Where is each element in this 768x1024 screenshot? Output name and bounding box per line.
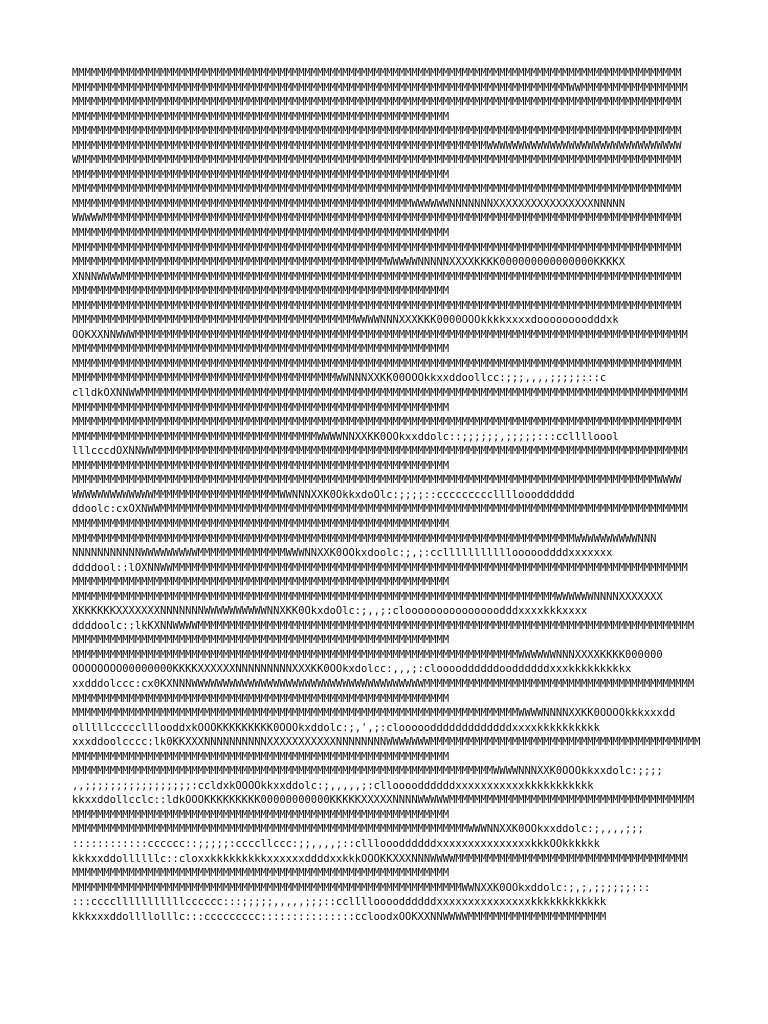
text-line: MMMMMMMMMMMMMMMMMMMMMMMMMMMMMMMMMMMMMMMMMMMMMMMMMMMMMMMMMMMM [72,459,450,472]
text-line: MMMMMMMMMMMMMMMMMMMMMMMMMMMMMMMMMMMMMMMMMMMMMMMMMMMMMMMMMMMMMMWWNXXK0OOkxddolc:;,;,;;;;;;::: [72,881,651,894]
text-line: MMMMMMMMMMMMMMMMMMMMMMMMMMMMMMMMMMMMMMMMMMMMMMMMMMMMMMMMMMMM [72,808,450,821]
text-line: MMMMMMMMMMMMMMMMMMMMMMMMMMMMMMMMMMMMMMMMMMMMMMMMMMMMMMMMMMMM [72,692,450,705]
text-line: MMMMMMMMMMMMMMMMMMMMMMMMMMMMMMMMMMMMMMMMMMMMMMMMMMMMMMMMMMMM [72,168,450,181]
text-line: MMMMMMMMMMMMMMMMMMMMMMMMMMMMMMMMMMMMMMMMMMMMMMMMMMMMMMMMMMMM [72,517,450,530]
text-line: WWWWWWWWWWWWWMMMMMMMMMMMMMMMMMMMMWWNNNXXK0OkkxdoOlc:;;;;::cccccccccllllooodddddd [72,488,575,501]
text-line: MMMMMMMMMMMMMMMMMMMMMMMMMMMMMMMMMMMMMMMMMMMMMMMMMMMMMMMMMMMMMMMMMMMMMMMMMMMMMMMWWMMMMMMMMMMMMMMMMM [72,81,688,94]
text-line: ddddool::lOXNNWWMMMMMMMMMMMMMMMMMMMMMMMMMMMMMMMMMMMMMMMMMMMMMMMMMMMMMMMMMMMMMMMMMMMMMMMMMMMMMMMMMM [72,561,688,574]
text-line: MMMMMMMMMMMMMMMMMMMMMMMMMMMMMMMMMMMMMMMMMMMMMMMMMMMMMMMMMMMM [72,285,450,298]
text-line: MMMMMMMMMMMMMMMMMMMMMMMMMMMMMMMMMMMMMMMMMMMMMMMMMMWWWWWNNNNNXXXXKKKK000000000000000KKKKX [72,256,625,269]
text-line: MMMMMMMMMMMMMMMMMMMMMMMMMMMMMMMMMMMMMMMMMMMMMMMMMMMMMMMMMMMMMMMMMMMWWWWNNNXXK0OOOkkxxdolc:;;;; [72,765,663,778]
text-line: XKKKKKKXXXXXXXNNNNNNNWWWWWWWWWWNNXKK0OkxdoOlc:;,,;:clooooooooooooooodddxxxxkkkxxxx [72,605,588,618]
text-line: MMMMMMMMMMMMMMMMMMMMMMMMMMMMMMMMMMMMMMMMMMMMMMMMMMMMMMMMMMMMMMMMMMMMMMMMMMMMMMMMMMMMMMMMMMMMMMMMM [72,357,682,370]
text-line: MMMMMMMMMMMMMMMMMMMMMMMMMMMMMMMMMMMMMMMMMMMMMMMMMMMMMMMMMMMMMMMMMMMMMMMMMMMMMMMMMMMMMMMMMMMMMMMMM [72,183,682,196]
text-line: MMMMMMMMMMMMMMMMMMMMMMMMMMMMMMMMMMMMMMMMMMMMMMMMMMMMMMMMMMMMMMMMMMMMMMMWWWWNNNNXXKK0OOOOkkkxxxdd [72,707,676,720]
text-line: MMMMMMMMMMMMMMMMMMMMMMMMMMMMMMMMMMMMMMMMMMMMMMMMMMMMMMMMMMMMMMMMMMMMMMMMMMMMMMMMMMMMMMMMMMMMMMMMM [72,299,682,312]
text-line: MMMMMMMMMMMMMMMMMMMMMMMMMMMMMMMMMMMMMMMMMMMMMMMMMMMMMMMMMMMM [72,750,450,763]
text-line: ddddoolc::lkKXNNWWWWMMMMMMMMMMMMMMMMMMMMMMMMMMMMMMMMMMMMMMMMMMMMMMMMMMMMMMMMMMMMMMMMMMMMMMMMMMMMMMM [72,619,695,632]
text-line: XNNNWWWWMMMMMMMMMMMMMMMMMMMMMMMMMMMMMMMMMMMMMMMMMMMMMMMMMMMMMMMMMMMMMMMMMMMMMMMMMMMMMMMMMMMMMMMMM [72,270,682,283]
text-line: MMMMMMMMMMMMMMMMMMMMMMMMMMMMMMMMMMMMMMMMMMMMMMMMMMMMMMMMMMMMMMMMMMMMMMMMMMMMMWWWWWWNNNNXXXXXXX [72,590,663,603]
text-line: MMMMMMMMMMMMMMMMMMMMMMMMMMMMMMMMMMMMMMMMMMMMMMMMMMMMMMMMMMMMMMMWWWNNXXK0OOkxxddolc:;,,,,;;; [72,823,644,836]
text-line: MMMMMMMMMMMMMMMMMMMMMMMMMMMMMMMMMMMMMMMMMMMMMMMMMMMMMMMMMMMM [72,227,450,240]
text-line: MMMMMMMMMMMMMMMMMMMMMMMMMMMMMMMMMMMMMMMMMMMMMMMMMMMMMMMMMMMMMMMMMMMMMMMMMMMMMMMMMMMMMMMMMMMMMMMMM [72,96,682,109]
text-line: OOOOOOOO00000000KKKKXXXXXXNNNNNNNNNXXXKK0OOkxdolcc:,,,;:clooooddddddooddddddxxxkkkkkkkkkx [72,663,632,676]
text-line: MMMMMMMMMMMMMMMMMMMMMMMMMMMMMMMMMMMMMMMWWWWNNXXKK0OOkxxddolc::;;;;;;,;;;;;:::cclllloool [72,430,619,443]
text-line: kkxxddollcclc::ldkOOOKKKKKKKKK00000000000KKKKKXXXXXNNNNWWWWWMMMMMMMMMMMMMMMMMMMMMMMMMMMMMMMMMMMMMMM [72,794,695,807]
text-line: NNNNNNNNNNNWWWWWWWWWMMMMMMMMMMMMMMWWWNNXXK0OOkxdoolc:;,;:ccllllllllllloooooddddxxxxxxx [72,547,613,560]
text-line: MMMMMMMMMMMMMMMMMMMMMMMMMMMMMMMMMMMMMMMMMMMMMMMMMMMMMMMMMMMMMMMMMMMMMMMMMMMMMMMMMMMMMMMMMMMMMMMMM [72,416,682,429]
text-line: MMMMMMMMMMMMMMMMMMMMMMMMMMMMMMMMMMMMMMMMMMMMMMMMMMMMMMMMMMMMMMMMMMWWWWWWWWWWWWWWWWWWWWWWWWWWWWWWW [72,139,682,152]
text-line: MMMMMMMMMMMMMMMMMMMMMMMMMMMMMMMMMMMMMMMMMMMMMMMMMMMMMMMMMMMM [72,576,450,589]
text-line: olllllccccclllooddxkOOOKKKKKKKKK0OOOkxddolc:;,',;:clooooodddddddddddddxxxxkkkkkkkkkk [72,721,600,734]
text-line: :::cccclllllllllllcccccc:::;;;;;,,,,,;;;::ccllllooooddddddxxxxxxxxxxxxxxxkkkkkkkkkkkk [72,896,607,909]
text-line: MMMMMMMMMMMMMMMMMMMMMMMMMMMMMMMMMMMMMMMMMMMMMMMMMMMMMMMMMMMMMMMMMMMMMMMMMMMMMMMMMMMMMMMMMMMMMMMMM [72,125,682,138]
text-line: MMMMMMMMMMMMMMMMMMMMMMMMMMMMMMMMMMMMMMMMMMMMMMMMMMMMMMMMMMMM [72,867,450,880]
text-line: MMMMMMMMMMMMMMMMMMMMMMMMMMMMMMMMMMMMMMMMMMMMMMMMMMMMMMMMMMMM [72,634,450,647]
text-line: ddoolc:cxOXNWWMMMMMMMMMMMMMMMMMMMMMMMMMMMMMMMMMMMMMMMMMMMMMMMMMMMMMMMMMMMMMMMMMMMMMMMMMMMMMMMMMMMM [72,503,688,516]
text-line: MMMMMMMMMMMMMMMMMMMMMMMMMMMMMMMMMMMMMMMMMMMMMMMMMMMMMMMMMMMMMMMMMMMMMMMMMMMMMMMMWWWWWWWWWWNNN [72,532,657,545]
text-line: kkkxxddollllllc::cloxxkkkkkkkkkxxxxxxddddxxkkkOOOKKXXXNNNWWWWMMMMMMMMMMMMMMMMMMMMMMMMMMMMMMMMMMMMM [72,852,688,865]
text-line: kkkxxxddollllolllc:::ccccccccc:::::::::::::::ccloodxOOKXXNNWWWWMMMMMMMMMMMMMMMMMMMMMM [72,910,607,923]
text-line: xxxddoolcccc:lk0KKXXXNNNNNNNNNNXXXXXXXXXXXNNNNNNNNWWWWWWWMMMMMMMMMMMMMMMMMMMMMMMMMMMMMMMMMMMMMMMMMMM [72,736,700,749]
text-line: MMMMMMMMMMMMMMMMMMMMMMMMMMMMMMMMMMMMMMMMMMMMMMMMMMMMMMMMMMMMMMMMMMMMMMMMMMMMMMMMMMMMMMMMMMMMMMMMM [72,241,682,254]
ascii-art-text [72,66,700,924]
text-line: MMMMMMMMMMMMMMMMMMMMMMMMMMMMMMMMMMMMMMMMMMMMMMMMMMMMMMMMMMMM [72,110,450,123]
text-line: MMMMMMMMMMMMMMMMMMMMMMMMMMMMMMMMMMMMMMMMMMMMMMMMMMMMMMWWWWWWNNNNNNNXXXXXXXXXXXXXXXXNNNNN [72,197,625,210]
text-line: ::::::::::::cccccc::;;;;;:ccccllccc:;;,,,,;::cllloooddddddxxxxxxxxxxxxxxxkkkOOkkkkkk [72,837,600,850]
text-line: MMMMMMMMMMMMMMMMMMMMMMMMMMMMMMMMMMMMMMMMMMWWNNNXXKK00OOOkkxxddoollcc:;;;,,,,;;;;;:::c [72,372,607,385]
text-line: ,,;;;;;;;;;;;;;;;;;:ccldxkOOOOkkxxddolc:;,,,,,;:cllooooddddddxxxxxxxxxxxkkkkkkkkkkk [72,779,594,792]
text-line: MMMMMMMMMMMMMMMMMMMMMMMMMMMMMMMMMMMMMMMMMMMMMWWWWNNNXXXKKK0000OOOkkkkxxxxdoooooooodddxk [72,314,619,327]
text-line: OOKXXNNWWWMMMMMMMMMMMMMMMMMMMMMMMMMMMMMMMMMMMMMMMMMMMMMMMMMMMMMMMMMMMMMMMMMMMMMMMMMMMMMMMMMMMMMMMM [72,328,688,341]
text-line: lllcccdOXNNWWMMMMMMMMMMMMMMMMMMMMMMMMMMMMMMMMMMMMMMMMMMMMMMMMMMMMMMMMMMMMMMMMMMMMMMMMMMMMMMMMMMMMM [72,445,688,458]
text-line: MMMMMMMMMMMMMMMMMMMMMMMMMMMMMMMMMMMMMMMMMMMMMMMMMMMMMMMMMMMM [72,401,450,414]
text-line: xxdddolccc:cx0KXNNNWWWWWWWWWWWWWWWWWWWWWWWWWWWWWWWWWWWWWMMMMMMMMMMMMMMMMMMMMMMMMMMMMMMMMMMMMMMMMMMM [72,677,695,690]
text-line: MMMMMMMMMMMMMMMMMMMMMMMMMMMMMMMMMMMMMMMMMMMMMMMMMMMMMMMMMMMMMMMMMMMMMMMWWWWWWNNNXXXXKKKK000000 [72,648,663,661]
text-line: MMMMMMMMMMMMMMMMMMMMMMMMMMMMMMMMMMMMMMMMMMMMMMMMMMMMMMMMMMMM [72,343,450,356]
text-line: WWWWWMMMMMMMMMMMMMMMMMMMMMMMMMMMMMMMMMMMMMMMMMMMMMMMMMMMMMMMMMMMMMMMMMMMMMMMMMMMMMMMMMMMMMMMMMMMM [72,212,682,225]
text-line: clldkOXNNWWMMMMMMMMMMMMMMMMMMMMMMMMMMMMMMMMMMMMMMMMMMMMMMMMMMMMMMMMMMMMMMMMMMMMMMMMMMMMMMMMMMMMMMM [72,387,688,400]
text-line: MMMMMMMMMMMMMMMMMMMMMMMMMMMMMMMMMMMMMMMMMMMMMMMMMMMMMMMMMMMMMMMMMMMMMMMMMMMMMMMMMMMMMMMMMMMMMMMMM [72,67,682,79]
text-line: WMMMMMMMMMMMMMMMMMMMMMMMMMMMMMMMMMMMMMMMMMMMMMMMMMMMMMMMMMMMMMMMMMMMMMMMMMMMMMMMMMMMMMMMMMMMMMMMM [72,154,682,167]
text-line: MMMMMMMMMMMMMMMMMMMMMMMMMMMMMMMMMMMMMMMMMMMMMMMMMMMMMMMMMMMMMMMMMMMMMMMMMMMMMMMMMMMMMMMMMMMMMWWWW [72,474,682,487]
